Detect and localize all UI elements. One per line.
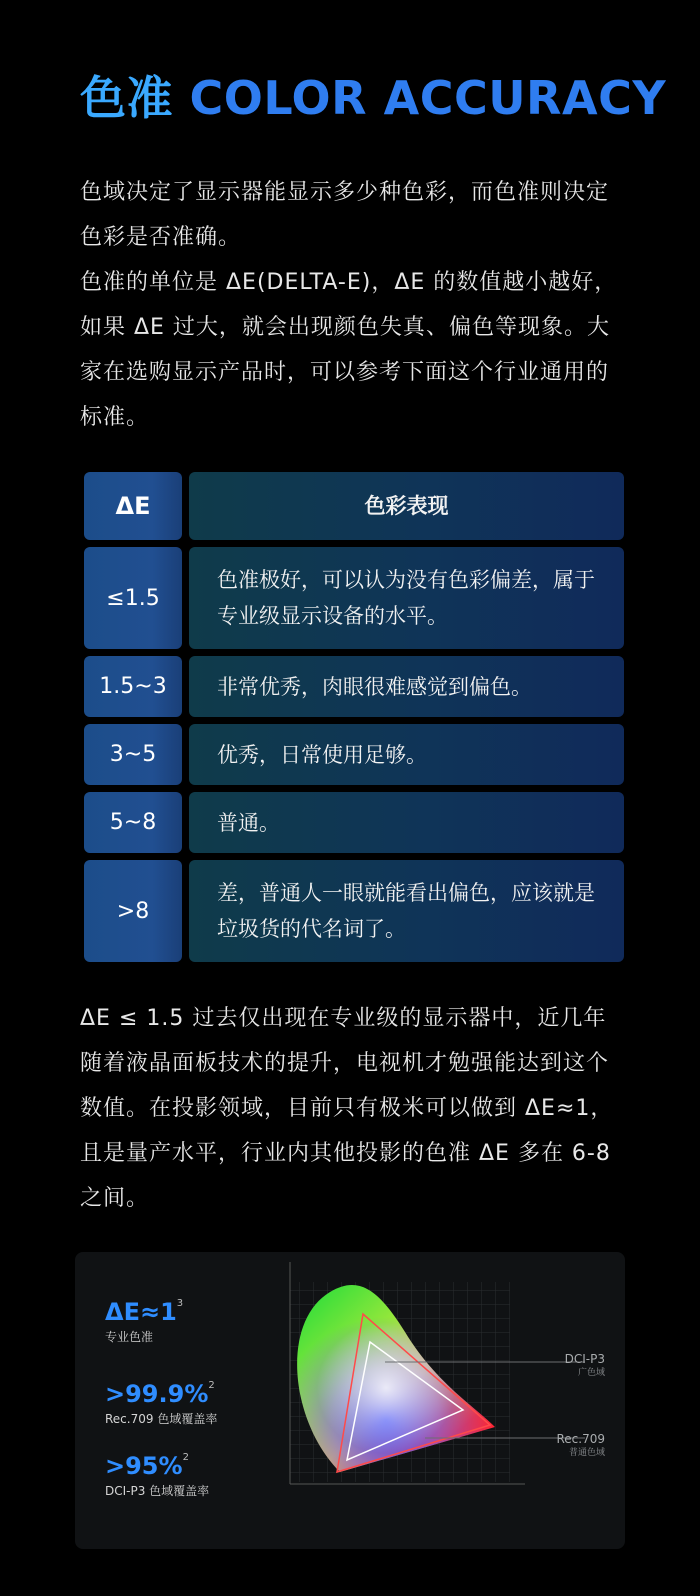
row-desc: 普通。 — [189, 792, 624, 853]
label-rec709 — [557, 1432, 606, 1460]
row-desc: 色准极好，可以认为没有色彩偏差，属于专业级显示设备的水平。 — [189, 547, 624, 649]
outro-paragraph: ΔE ≤ 1.5 过去仅出现在专业级的显示器中，近几年随着液晶面板技术的提升，电视机才勉强能达到这个数值。在投影领域，目前只有极米可以做到 ΔE≈1，且是量产水平，行业内其他投影的色准 ΔE 多在 6-8 之间。 — [80, 1006, 614, 1211]
row-desc: 非常优秀，肉眼很难感觉到偏色。 — [189, 656, 624, 717]
footnote-mark: 2 — [182, 1452, 189, 1463]
stat-delta-e — [105, 1298, 183, 1345]
stat-big — [105, 1298, 183, 1326]
row-de: 1.5~3 — [84, 656, 182, 717]
label-title: DCI-P3 — [564, 1352, 605, 1366]
table-row — [84, 547, 624, 649]
stat-value: ΔE≈1 — [105, 1298, 177, 1326]
title-en: COLOR ACCURACY — [189, 71, 667, 125]
table-row — [84, 724, 624, 785]
row-de: 3~5 — [84, 724, 182, 785]
label-sub: 广色域 — [577, 1368, 605, 1378]
intro-paragraph-1: 色域决定了显示器能显示多少种色彩，而色准则决定色彩是否准确。 — [80, 180, 610, 250]
table-row — [84, 792, 624, 853]
stat-caption: Rec.709 色域覆盖率 — [105, 1412, 218, 1426]
label-dci-p3 — [565, 1352, 605, 1380]
stat-value: >95% — [105, 1452, 183, 1480]
intro-paragraph-2: 色准的单位是 ΔE(DELTA-E)，ΔE 的数值越小越好，如果 ΔE 过大，就会出现颜色失真、偏色等现象。大家在选购显示产品时，可以参考下面这个行业通用的标准。 — [80, 270, 618, 430]
header-desc: 色彩表现 — [189, 472, 624, 540]
title-cn: 色准 — [80, 71, 173, 125]
table-row — [84, 656, 624, 717]
stat-dcip3 — [105, 1452, 209, 1499]
footnote-mark: 2 — [208, 1380, 215, 1391]
table-header-row — [84, 472, 624, 540]
row-desc: 差，普通人一眼就能看出偏色，应该就是垃圾货的代名词了。 — [189, 860, 624, 962]
stat-caption: DCI-P3 色域覆盖率 — [105, 1484, 210, 1498]
label-title: Rec.709 — [556, 1432, 605, 1446]
stat-big — [105, 1452, 209, 1480]
cie-chromaticity-diagram — [285, 1262, 585, 1542]
stat-big — [105, 1380, 217, 1408]
row-de: 5~8 — [84, 792, 182, 853]
table-row — [84, 860, 624, 962]
stat-value: >99.9% — [105, 1380, 209, 1408]
stat-caption: 专业色准 — [105, 1330, 154, 1344]
stat-rec709 — [105, 1380, 217, 1427]
row-de: >8 — [84, 860, 182, 962]
row-desc: 优秀，日常使用足够。 — [189, 724, 624, 785]
label-sub: 普通色域 — [568, 1448, 605, 1458]
page-title — [80, 62, 666, 128]
color-gamut-card — [75, 1252, 625, 1549]
footnote-mark: 3 — [176, 1298, 184, 1309]
header-de: ΔE — [84, 472, 182, 540]
row-de: ≤1.5 — [84, 547, 182, 649]
delta-e-table — [84, 472, 624, 969]
